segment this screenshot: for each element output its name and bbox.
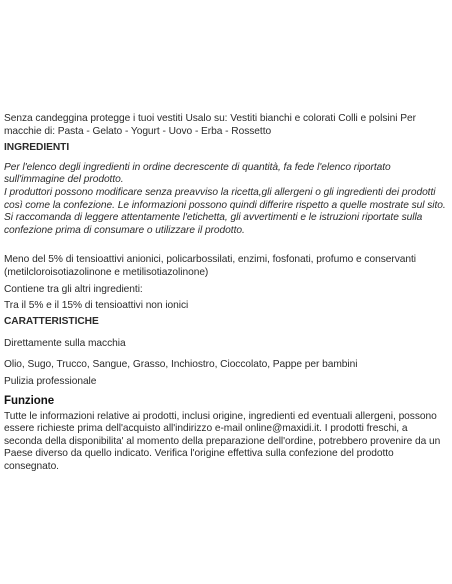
features-heading: CARATTERISTICHE [4,315,99,327]
function-text: Tutte le informazioni relative ai prodotti, inclusi origine, ingredienti ed eventuali allergeni, possono essere richieste prima dell'acquisto all'indirizzo e-mail online@maxidi.it. I prodotti freschi, a seconda della disponibilita' al momento della preparazione dell'ordine, potrebbero provenire da un Paese diverso da quello indicato. Verifica l'origine effettiva sulla confezione del prodotto consegnato. [4,410,441,473]
function-heading: Funzione [4,395,55,408]
composition-text: Meno del 5% di tensioattivi anionici, policarbossilati, enzimi, fosfonati, profumo e conservanti (metilcloroisotiazolinone e metilisotiazolinone) [4,254,416,278]
product-description [4,113,448,474]
ingredients-heading: INGREDIENTI [4,142,70,154]
intro-text: Senza candeggina protegge i tuoi vestiti Usalo su: Vestiti bianchi e colorati Colli e polsini Per macchie di: Pasta - Gelato - Yogurt - Uovo - Erba - Rossetto [4,113,416,137]
ingredients-disclaimer: Per l'elenco degli ingredienti in ordine decrescente di quantità, fa fede l'elenco riportato sull'immagine del prodotto. I produttori possono modificare senza preavviso la ricetta,gli allergeni o gli ingredienti dei prodotti così come la confezione. Le informazioni possono quindi differire rispetto a quelle mostrate sul sito. Si raccomanda di leggere attentamente l'etichetta, gli avvertimenti e le istruzioni riportate sulla confezione prima di consumare o utilizzare il prodotto. [4,161,446,236]
contains-label: Contiene tra gli altri ingredienti: [4,283,143,295]
feature-item: Pulizia professionale [4,375,97,387]
contains-value: Tra il 5% e il 15% di tensioattivi non ionici [4,300,189,312]
feature-item: Direttamente sulla macchia [4,338,126,350]
feature-item: Olio, Sugo, Trucco, Sangue, Grasso, Inchiostro, Cioccolato, Pappe per bambini [4,358,358,370]
